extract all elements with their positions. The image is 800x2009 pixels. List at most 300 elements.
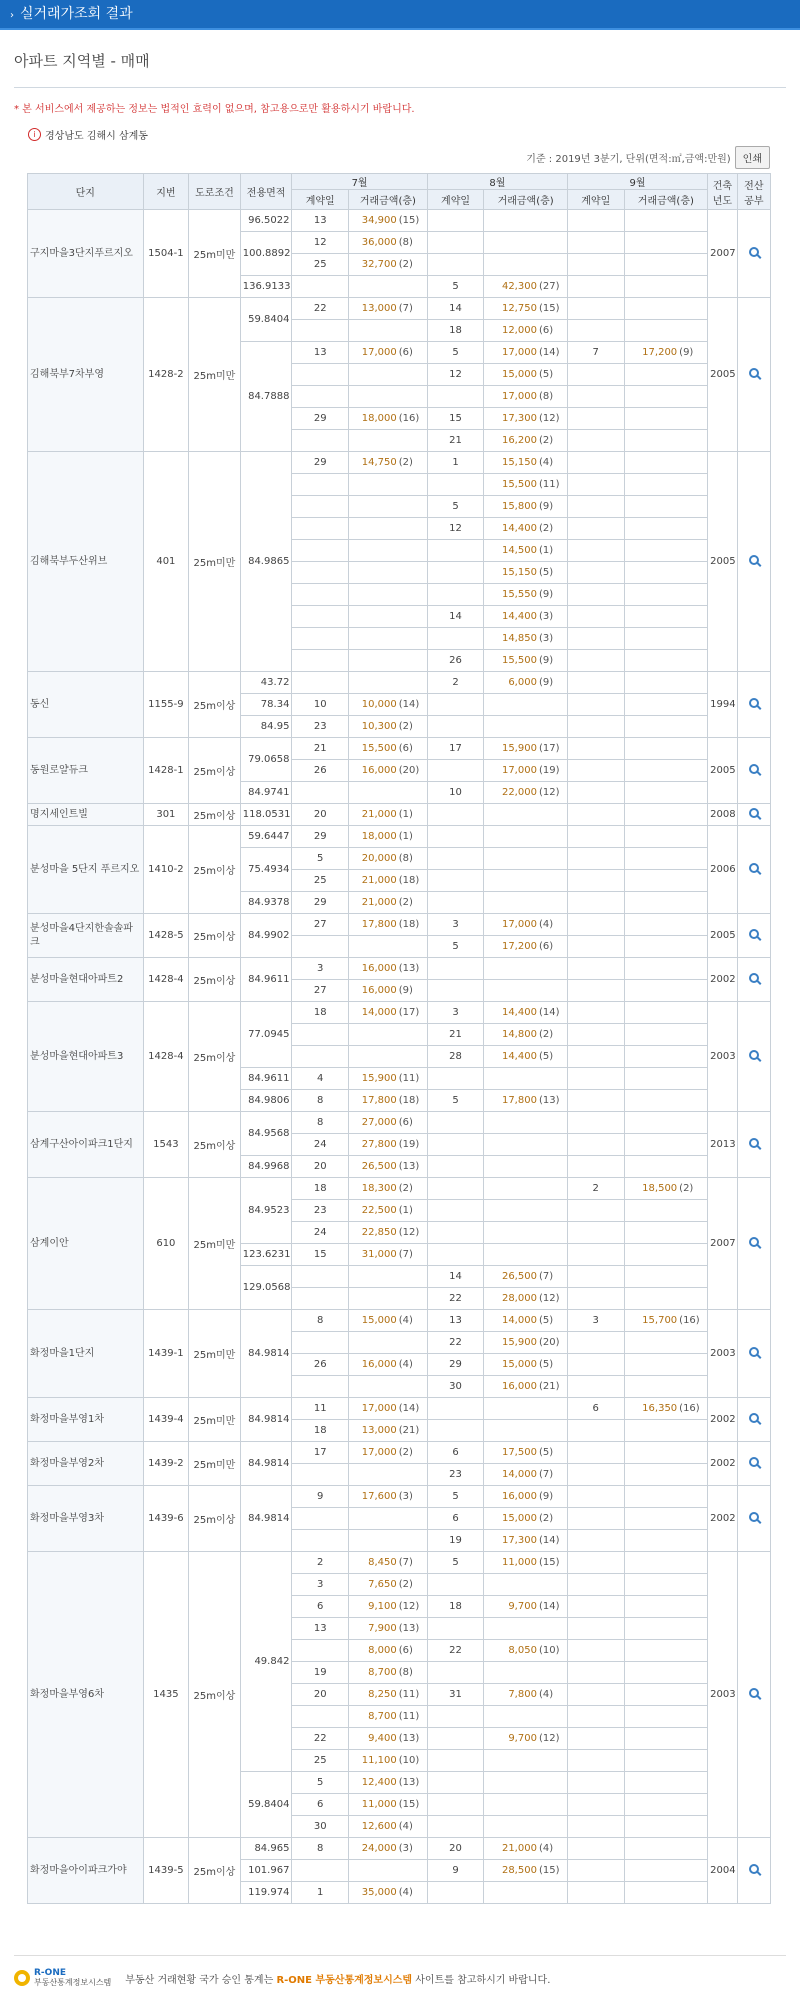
amount-cell-7 — [349, 694, 428, 716]
table-row — [28, 1486, 771, 1508]
amount-cell-7 — [349, 1552, 428, 1574]
amount-cell-8 — [484, 1046, 568, 1068]
magnifier-icon[interactable] — [749, 1512, 759, 1522]
contract-day-8: 5 — [427, 1486, 484, 1508]
floor-value: (7) — [538, 1469, 554, 1480]
contract-day-8 — [427, 1618, 484, 1640]
floor-value: (16) — [679, 1403, 700, 1414]
contract-day-8 — [427, 980, 484, 1002]
amount-cell-8 — [484, 1332, 568, 1354]
floor-value: (21) — [398, 1425, 420, 1436]
header-title: 실거래가조회 결과 — [20, 6, 133, 22]
amount-cell-9 — [624, 1838, 708, 1860]
magnifier-icon[interactable] — [749, 808, 759, 818]
amount-cell-9 — [624, 672, 708, 694]
amount-value: 22,000 — [501, 787, 537, 798]
floor-value: (1) — [538, 545, 554, 556]
floor-value: (9) — [538, 1491, 554, 1502]
lot-number: 1155-9 — [143, 672, 189, 738]
amount-cell-8 — [484, 254, 568, 276]
contract-day-7 — [292, 650, 349, 672]
amount-value: 17,800 — [501, 1095, 537, 1106]
ledger-cell — [737, 1398, 770, 1442]
contract-day-8: 9 — [427, 1860, 484, 1882]
contract-day-8 — [427, 892, 484, 914]
amount-value: 11,100 — [361, 1755, 397, 1766]
build-year: 2007 — [708, 1178, 738, 1310]
floor-value: (13) — [398, 1777, 420, 1788]
contract-day-7 — [292, 1288, 349, 1310]
print-button[interactable]: 인쇄 — [735, 146, 770, 169]
amount-cell-8 — [484, 1728, 568, 1750]
contract-day-8 — [427, 1420, 484, 1442]
contract-day-8: 12 — [427, 518, 484, 540]
amount-cell-9 — [624, 1266, 708, 1288]
floor-value: (12) — [538, 787, 560, 798]
amount-cell-8 — [484, 1684, 568, 1706]
floor-value: (4) — [538, 1689, 554, 1700]
floor-value: (8) — [398, 1667, 413, 1678]
contract-day-8 — [427, 1882, 484, 1904]
floor-value: (18) — [398, 919, 420, 930]
table-row — [28, 1442, 771, 1464]
area-value: 84.7888 — [240, 342, 292, 452]
contract-day-7: 5 — [292, 1772, 349, 1794]
contract-day-8 — [427, 716, 484, 738]
amount-cell-8 — [484, 1376, 568, 1398]
amount-cell-9 — [624, 1618, 708, 1640]
contract-day-8 — [427, 826, 484, 848]
amount-cell-8 — [484, 518, 568, 540]
amount-value: 17,300 — [501, 1535, 537, 1546]
col-build-year: 건축년도 — [708, 174, 738, 210]
contract-day-8: 5 — [427, 1552, 484, 1574]
table-row — [28, 1398, 771, 1420]
magnifier-icon[interactable] — [749, 368, 759, 378]
contract-day-8: 14 — [427, 298, 484, 320]
area-value: 84.9611 — [240, 1068, 292, 1090]
amount-cell-9 — [624, 1112, 708, 1134]
amount-cell-7 — [349, 1354, 428, 1376]
contract-day-8 — [427, 386, 484, 408]
amount-cell-7 — [349, 1112, 428, 1134]
amount-value: 35,000 — [361, 1887, 397, 1898]
amount-value: 21,000 — [361, 875, 397, 886]
floor-value: (2) — [398, 1183, 413, 1194]
amount-cell-8 — [484, 980, 568, 1002]
complex-name: 김해북부두산위브 — [28, 452, 144, 672]
amount-cell-7 — [349, 1376, 428, 1398]
amount-value: 27,000 — [361, 1117, 397, 1128]
col-month-7: 7월 — [292, 174, 427, 190]
magnifier-icon[interactable] — [749, 1050, 759, 1060]
amount-cell-9 — [624, 760, 708, 782]
magnifier-icon[interactable] — [749, 764, 759, 774]
amount-cell-7 — [349, 1662, 428, 1684]
amount-cell-7 — [349, 1640, 428, 1662]
amount-cell-8 — [484, 1552, 568, 1574]
amount-cell-7 — [349, 254, 428, 276]
amount-value: 8,250 — [368, 1689, 397, 1700]
floor-value: (14) — [538, 1007, 560, 1018]
contract-day-7 — [292, 386, 349, 408]
magnifier-icon[interactable] — [749, 555, 759, 565]
contract-day-7: 22 — [292, 1728, 349, 1750]
amount-value: 17,000 — [501, 919, 537, 930]
contract-day-8 — [427, 1068, 484, 1090]
complex-name: 화정마을1단지 — [28, 1310, 144, 1398]
magnifier-icon[interactable] — [749, 1457, 759, 1467]
contract-day-7: 12 — [292, 232, 349, 254]
amount-cell-8 — [484, 1662, 568, 1684]
contract-day-9 — [567, 1156, 624, 1178]
contract-day-7 — [292, 628, 349, 650]
build-year: 2005 — [708, 298, 738, 452]
floor-value: (3) — [398, 1843, 413, 1854]
amount-value: 10,300 — [361, 721, 397, 732]
contract-day-8: 31 — [427, 1684, 484, 1706]
floor-value: (5) — [538, 1447, 554, 1458]
contract-day-9 — [567, 1002, 624, 1024]
amount-cell-7 — [349, 980, 428, 1002]
amount-cell-9 — [624, 254, 708, 276]
road-condition: 25m이상 — [189, 1112, 241, 1178]
ledger-cell — [737, 210, 770, 298]
amount-cell-8 — [484, 1486, 568, 1508]
amount-cell-8 — [484, 496, 568, 518]
amount-cell-7 — [349, 738, 428, 760]
amount-cell-7 — [349, 1816, 428, 1838]
magnifier-icon[interactable] — [749, 863, 759, 873]
complex-name: 구지마을3단지푸르지오 — [28, 210, 144, 298]
contract-day-7 — [292, 496, 349, 518]
amount-value: 12,750 — [501, 303, 537, 314]
contract-day-7 — [292, 562, 349, 584]
lot-number: 1428-5 — [143, 914, 189, 958]
contract-day-8: 5 — [427, 276, 484, 298]
contract-day-9 — [567, 760, 624, 782]
amount-cell-8 — [484, 1200, 568, 1222]
contract-day-7 — [292, 518, 349, 540]
contract-day-7: 6 — [292, 1794, 349, 1816]
amount-value: 6,000 — [508, 677, 537, 688]
amount-cell-7 — [349, 1464, 428, 1486]
title-divider — [14, 87, 786, 88]
magnifier-icon[interactable] — [749, 1688, 759, 1698]
amount-cell-8 — [484, 936, 568, 958]
floor-value: (18) — [398, 875, 420, 886]
amount-cell-9 — [624, 1354, 708, 1376]
floor-value: (2) — [398, 897, 413, 908]
header-bar — [0, 0, 800, 30]
floor-value: (8) — [398, 853, 413, 864]
lot-number: 1428-2 — [143, 298, 189, 452]
contract-day-7: 8 — [292, 1112, 349, 1134]
contract-day-8: 30 — [427, 1376, 484, 1398]
amount-cell-9 — [624, 320, 708, 342]
build-year: 2008 — [708, 804, 738, 826]
contract-day-8: 28 — [427, 1046, 484, 1068]
floor-value: (3) — [398, 1491, 413, 1502]
amount-value: 16,350 — [642, 1403, 678, 1414]
amount-cell-9 — [624, 298, 708, 320]
amount-cell-9 — [624, 958, 708, 980]
complex-name: 삼계이안 — [28, 1178, 144, 1310]
amount-cell-7 — [349, 1596, 428, 1618]
complex-name: 김해북부7차부영 — [28, 298, 144, 452]
amount-value: 17,000 — [501, 391, 537, 402]
amount-value: 14,000 — [501, 1315, 537, 1326]
amount-value: 7,650 — [368, 1579, 397, 1590]
amount-cell-7 — [349, 1530, 428, 1552]
floor-value: (6) — [398, 743, 413, 754]
amount-cell-8 — [484, 870, 568, 892]
contract-day-7 — [292, 782, 349, 804]
contract-day-8 — [427, 1574, 484, 1596]
amount-cell-8 — [484, 892, 568, 914]
contract-day-9 — [567, 870, 624, 892]
contract-day-7: 23 — [292, 1200, 349, 1222]
area-value: 119.974 — [240, 1882, 292, 1904]
magnifier-icon[interactable] — [749, 973, 759, 983]
amount-value: 12,600 — [361, 1821, 397, 1832]
contract-day-7 — [292, 1332, 349, 1354]
contract-day-7: 5 — [292, 848, 349, 870]
magnifier-icon[interactable] — [749, 1864, 759, 1874]
contract-day-7: 2 — [292, 1552, 349, 1574]
amount-cell-8 — [484, 1640, 568, 1662]
footer-text-pre: 부동산 거래현황 국가 승인 통계는 — [125, 1974, 274, 1986]
contract-day-7: 23 — [292, 716, 349, 738]
contract-day-9 — [567, 1662, 624, 1684]
contract-day-7: 8 — [292, 1838, 349, 1860]
ledger-cell — [737, 1552, 770, 1838]
floor-value: (7) — [398, 1249, 413, 1260]
contract-day-9 — [567, 1728, 624, 1750]
table-row — [28, 738, 771, 760]
magnifier-icon[interactable] — [749, 929, 759, 939]
contract-day-8 — [427, 254, 484, 276]
contract-day-7: 24 — [292, 1222, 349, 1244]
complex-name: 화정마을부영3차 — [28, 1486, 144, 1552]
table-row — [28, 1178, 771, 1200]
amount-cell-8 — [484, 760, 568, 782]
table-row — [28, 804, 771, 826]
complex-name: 화정마을부영2차 — [28, 1442, 144, 1486]
table-row — [28, 672, 771, 694]
road-condition: 25m이상 — [189, 1002, 241, 1112]
floor-value: (4) — [398, 1359, 413, 1370]
contract-day-9 — [567, 1420, 624, 1442]
amount-value: 16,200 — [501, 435, 537, 446]
contract-day-9 — [567, 1860, 624, 1882]
logo-ko: 부동산통계정보시스템 — [34, 1978, 112, 1987]
amount-cell-7 — [349, 1860, 428, 1882]
area-value: 118.0531 — [240, 804, 292, 826]
table-row — [28, 1310, 771, 1332]
amount-cell-8 — [484, 1244, 568, 1266]
amount-cell-7 — [349, 562, 428, 584]
contract-day-8 — [427, 1178, 484, 1200]
amount-cell-7 — [349, 1156, 428, 1178]
disclaimer-notice: * 본 서비스에서 제공하는 정보는 법적인 효력이 없으며, 참고용으로만 활용하시기 바랍니다. — [14, 104, 415, 115]
contract-day-9 — [567, 496, 624, 518]
contract-day-9 — [567, 1376, 624, 1398]
amount-cell-7 — [349, 518, 428, 540]
contract-day-7: 20 — [292, 1684, 349, 1706]
amount-cell-7 — [349, 1882, 428, 1904]
contract-day-7 — [292, 1508, 349, 1530]
col-lot: 지번 — [143, 174, 189, 210]
build-year: 2003 — [708, 1002, 738, 1112]
table-row — [28, 298, 771, 320]
amount-cell-9 — [624, 364, 708, 386]
col-date-7: 계약일 — [292, 190, 349, 210]
col-amount-7: 거래금액(층) — [349, 190, 428, 210]
complex-name: 화정마을아이파크가야 — [28, 1838, 144, 1904]
contract-day-7 — [292, 276, 349, 298]
amount-value: 9,100 — [368, 1601, 397, 1612]
logo-en: R-ONE — [34, 1968, 66, 1978]
area-value: 84.9741 — [240, 782, 292, 804]
floor-value: (19) — [398, 1139, 420, 1150]
amount-cell-7 — [349, 1618, 428, 1640]
floor-value: (8) — [398, 237, 413, 248]
amount-value: 15,500 — [501, 479, 537, 490]
amount-cell-7 — [349, 1728, 428, 1750]
col-amount-8: 거래금액(층) — [484, 190, 568, 210]
lot-number: 1410-2 — [143, 826, 189, 914]
r-one-logo-icon — [14, 1970, 30, 1986]
contract-day-7 — [292, 320, 349, 342]
contract-day-8: 18 — [427, 1596, 484, 1618]
magnifier-icon[interactable] — [749, 1237, 759, 1247]
transaction-table — [27, 173, 771, 1904]
amount-cell-7 — [349, 628, 428, 650]
ledger-cell — [737, 1178, 770, 1310]
floor-value: (20) — [398, 765, 420, 776]
amount-cell-9 — [624, 430, 708, 452]
build-year: 2003 — [708, 1552, 738, 1838]
amount-cell-8 — [484, 1222, 568, 1244]
contract-day-9 — [567, 936, 624, 958]
toolbar — [0, 146, 770, 169]
amount-cell-8 — [484, 1706, 568, 1728]
contract-day-7: 18 — [292, 1420, 349, 1442]
magnifier-icon[interactable] — [749, 1138, 759, 1148]
contract-day-8: 3 — [427, 1002, 484, 1024]
amount-cell-8 — [484, 364, 568, 386]
magnifier-icon[interactable] — [749, 1413, 759, 1423]
contract-day-8: 5 — [427, 1090, 484, 1112]
contract-day-8 — [427, 760, 484, 782]
build-year: 2002 — [708, 1486, 738, 1552]
magnifier-icon[interactable] — [749, 1347, 759, 1357]
contract-day-8 — [427, 1794, 484, 1816]
amount-cell-7 — [349, 606, 428, 628]
floor-value: (27) — [538, 281, 560, 292]
contract-day-8: 23 — [427, 1464, 484, 1486]
contract-day-9 — [567, 1046, 624, 1068]
contract-day-8 — [427, 870, 484, 892]
contract-day-8: 20 — [427, 1838, 484, 1860]
floor-value: (14) — [538, 1601, 560, 1612]
info-icon: i — [28, 128, 41, 141]
amount-cell-9 — [624, 892, 708, 914]
contract-day-7: 13 — [292, 210, 349, 232]
amount-cell-9 — [624, 1002, 708, 1024]
contract-day-7: 25 — [292, 870, 349, 892]
lot-number: 1439-2 — [143, 1442, 189, 1486]
amount-cell-8 — [484, 1750, 568, 1772]
footer-link[interactable]: R-ONE 부동산통계정보시스템 — [276, 1974, 413, 1986]
amount-cell-9 — [624, 1552, 708, 1574]
amount-value: 18,300 — [361, 1183, 397, 1194]
contract-day-7: 6 — [292, 1596, 349, 1618]
floor-value: (17) — [538, 743, 560, 754]
amount-cell-7 — [349, 1244, 428, 1266]
contract-day-9 — [567, 1200, 624, 1222]
amount-cell-7 — [349, 1794, 428, 1816]
contract-day-7 — [292, 1640, 349, 1662]
amount-value: 17,000 — [501, 347, 537, 358]
contract-day-8 — [427, 1816, 484, 1838]
road-condition: 25m이상 — [189, 1552, 241, 1838]
contract-day-9 — [567, 1816, 624, 1838]
amount-cell-9 — [624, 1750, 708, 1772]
contract-day-7 — [292, 1024, 349, 1046]
contract-day-7: 17 — [292, 1442, 349, 1464]
magnifier-icon[interactable] — [749, 698, 759, 708]
contract-day-8 — [427, 584, 484, 606]
build-year: 2002 — [708, 958, 738, 1002]
amount-cell-9 — [624, 342, 708, 364]
complex-name: 화정마을부영6차 — [28, 1552, 144, 1838]
amount-cell-8 — [484, 1420, 568, 1442]
amount-cell-9 — [624, 1706, 708, 1728]
lot-number: 610 — [143, 1178, 189, 1310]
amount-value: 21,000 — [501, 1843, 537, 1854]
contract-day-9 — [567, 1266, 624, 1288]
amount-cell-9 — [624, 1288, 708, 1310]
complex-name: 동신 — [28, 672, 144, 738]
floor-value: (3) — [538, 611, 554, 622]
contract-day-9 — [567, 958, 624, 980]
amount-value: 8,050 — [508, 1645, 537, 1656]
floor-value: (10) — [538, 1645, 560, 1656]
amount-cell-7 — [349, 914, 428, 936]
amount-cell-9 — [624, 1134, 708, 1156]
lot-number: 1435 — [143, 1552, 189, 1838]
contract-day-9: 6 — [567, 1398, 624, 1420]
floor-value: (12) — [398, 1601, 420, 1612]
build-year: 2006 — [708, 826, 738, 914]
complex-name: 동원로얄듀크 — [28, 738, 144, 804]
amount-cell-9 — [624, 914, 708, 936]
amount-cell-9 — [624, 1200, 708, 1222]
amount-cell-9 — [624, 1640, 708, 1662]
amount-value: 8,700 — [368, 1667, 397, 1678]
magnifier-icon[interactable] — [749, 247, 759, 257]
floor-value: (7) — [398, 303, 413, 314]
amount-value: 8,450 — [368, 1557, 397, 1568]
floor-value: (14) — [398, 1403, 420, 1414]
contract-day-7 — [292, 1266, 349, 1288]
amount-value: 15,700 — [642, 1315, 678, 1326]
r-one-logo[interactable] — [34, 1968, 111, 1988]
contract-day-7: 4 — [292, 1068, 349, 1090]
amount-cell-8 — [484, 1772, 568, 1794]
